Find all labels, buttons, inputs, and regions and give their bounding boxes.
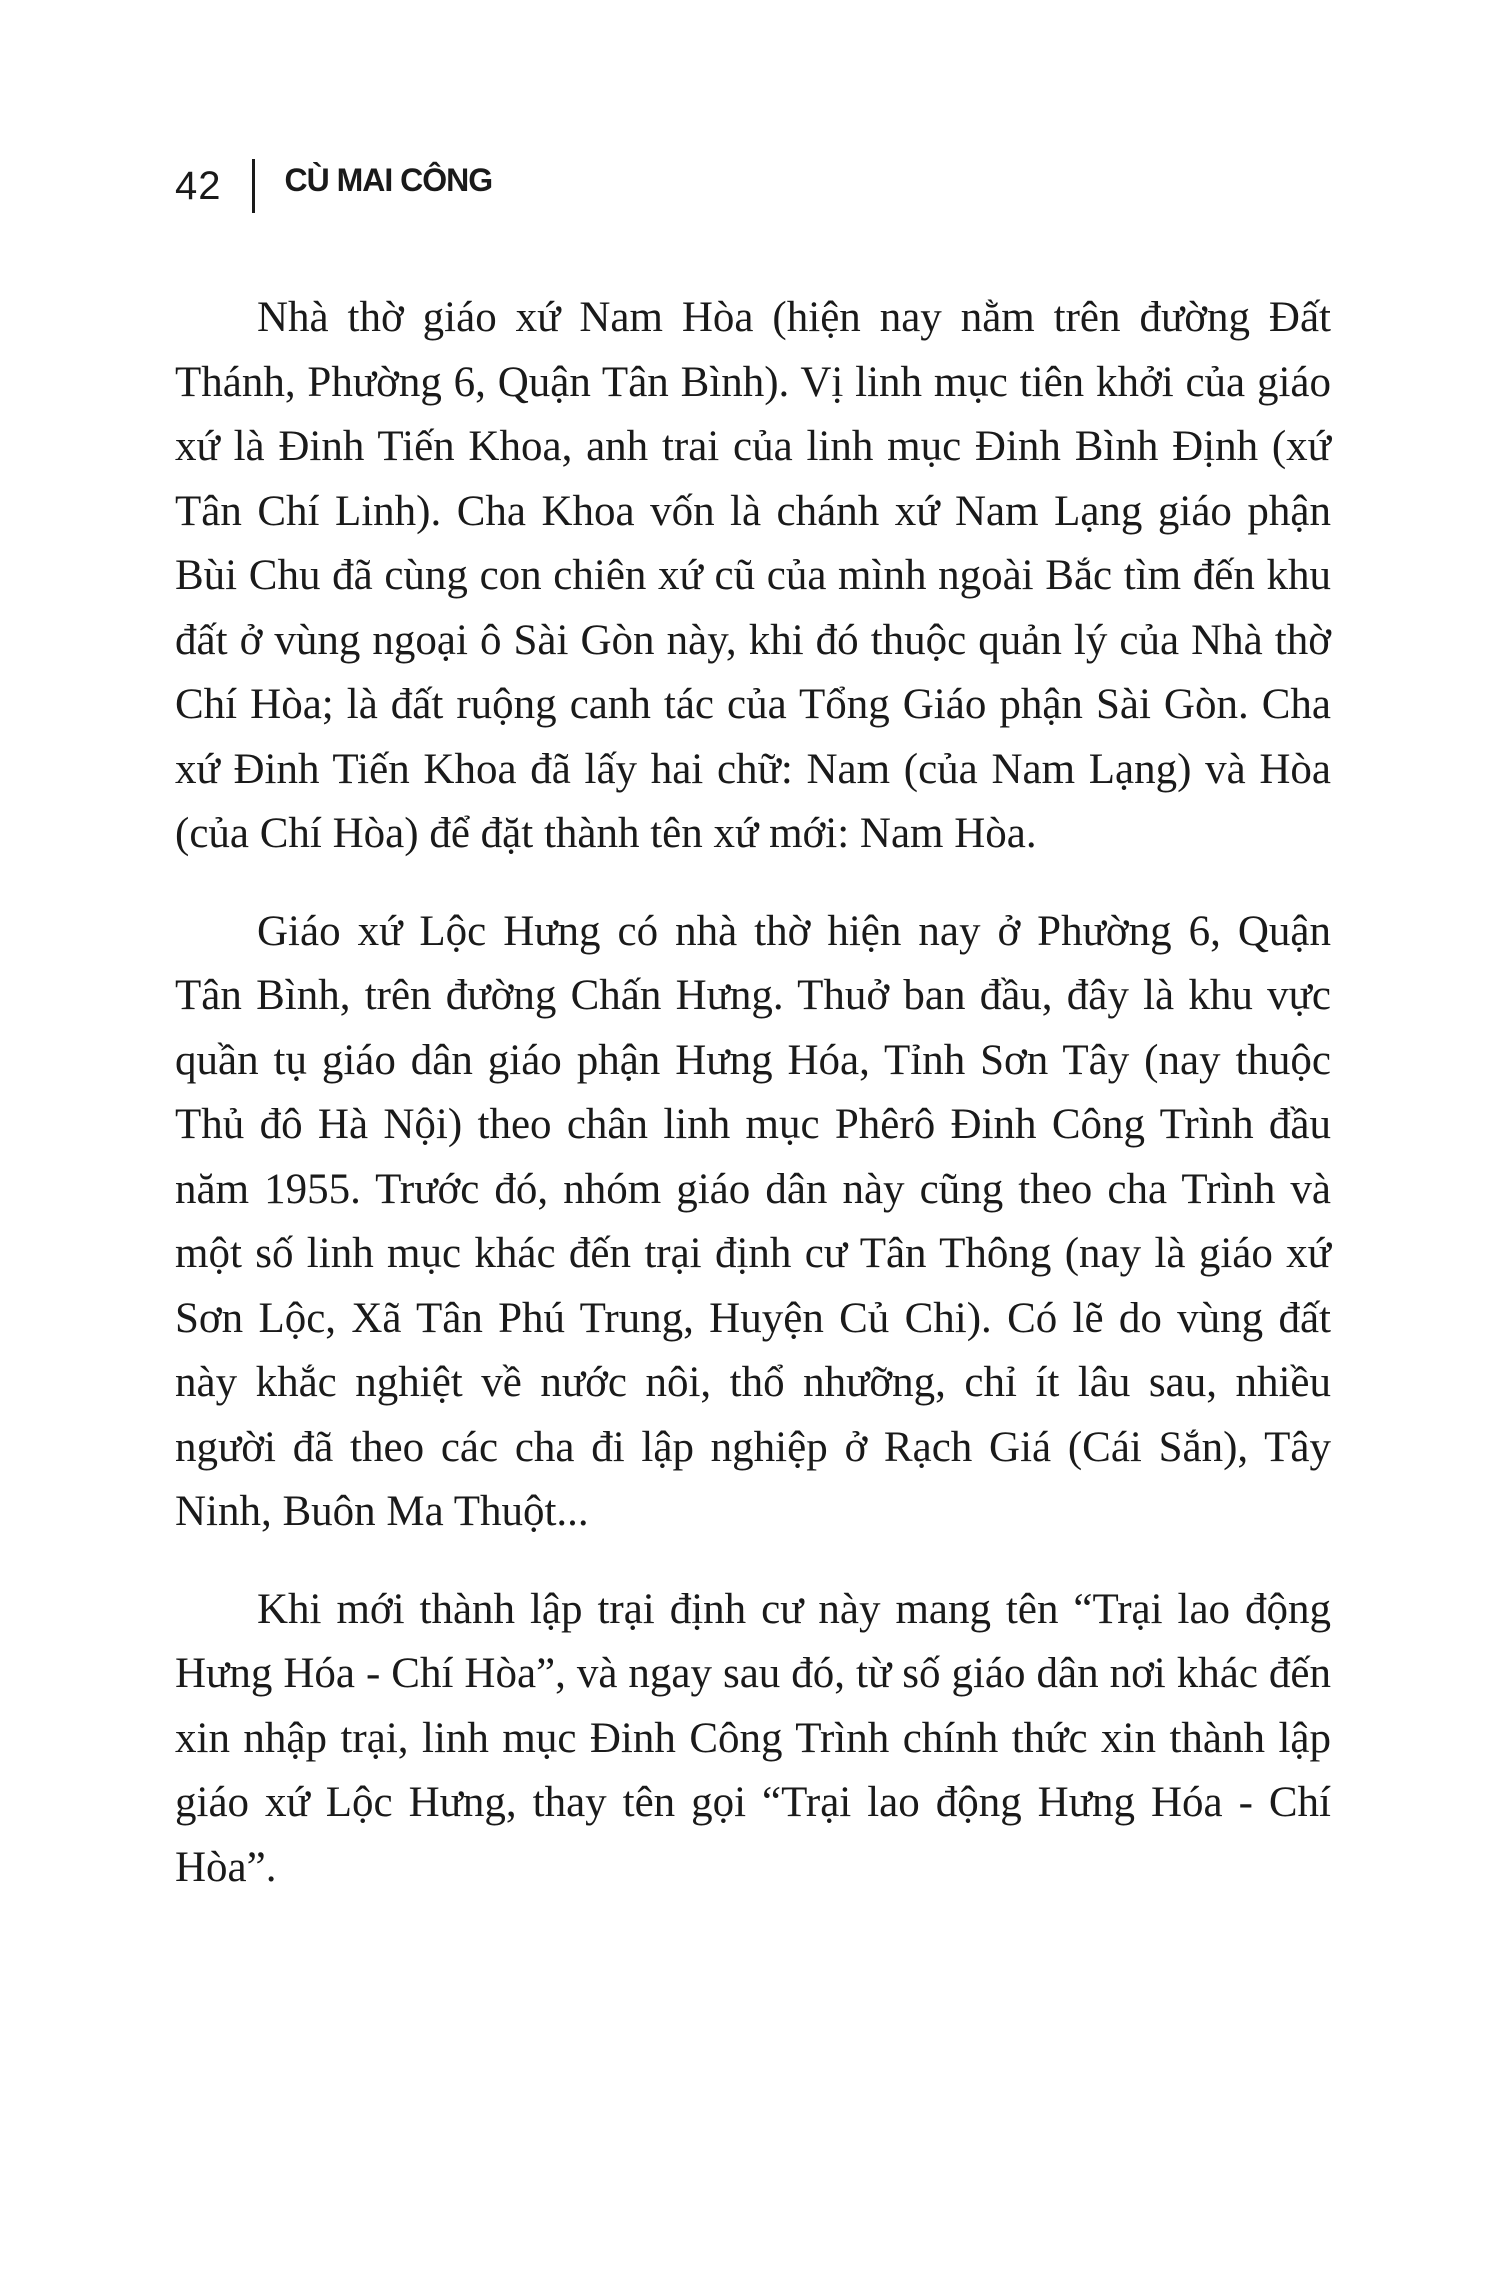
body-text bbox=[175, 286, 1331, 1933]
author-name: CÙ MAI CÔNG bbox=[284, 161, 493, 198]
paragraph-trai-lao-dong: Khi mới thành lập trại định cư này mang tên “Trại lao động Hưng Hóa - Chí Hòa”, và ngay sau đó, từ số giáo dân nơi khác đến xin nhập trại, linh mục Đinh Công Trình chính thức xin thành lập giáo xứ Lộc Hưng, thay tên gọi “Trại lao động Hưng Hóa - Chí Hòa”. bbox=[175, 1585, 1331, 1891]
page-header bbox=[175, 156, 492, 216]
page-number: 42 bbox=[175, 163, 222, 208]
paragraph-nam-hoa: Nhà thờ giáo xứ Nam Hòa (hiện nay nằm trên đường Đất Thánh, Phường 6, Quận Tân Bình). Vị linh mục tiên khởi của giáo xứ là Đinh Tiến Khoa, anh trai của linh mục Đinh Bình Định (xứ Tân Chí Linh). Cha Khoa vốn là chánh xứ Nam Lạng giáo phận Bùi Chu đã cùng con chiên xứ cũ của mình ngoài Bắc tìm đến khu đất ở vùng ngoại ô Sài Gòn này, khi đó thuộc quản lý của Nhà thờ Chí Hòa; là đất ruộng canh tác của Tổng Giáo phận Sài Gòn. Cha xứ Đinh Tiến Khoa đã lấy hai chữ: Nam (của Nam Lạng) và Hòa (của Chí Hòa) để đặt thành tên xứ mới: Nam Hòa. bbox=[175, 294, 1331, 857]
paragraph-loc-hung: Giáo xứ Lộc Hưng có nhà thờ hiện nay ở Phường 6, Quận Tân Bình, trên đường Chấn Hưng. Thuở ban đầu, đây là khu vực quần tụ giáo dân giáo phận Hưng Hóa, Tỉnh Sơn Tây (nay thuộc Thủ đô Hà Nội) theo chân linh mục Phêrô Đinh Công Trình đầu năm 1955. Trước đó, nhóm giáo dân này cũng theo cha Trình và một số linh mục khác đến trại định cư Tân Thông (nay là giáo xứ Sơn Lộc, Xã Tân Phú Trung, Huyện Củ Chi). Có lẽ do vùng đất này khắc nghiệt về nước nôi, thổ nhưỡng, chỉ ít lâu sau, nhiều người đã theo các cha đi lập nghiệp ở Rạch Giá (Cái Sắn), Tây Ninh, Buôn Ma Thuột... bbox=[175, 907, 1331, 1535]
header-divider bbox=[252, 159, 255, 213]
